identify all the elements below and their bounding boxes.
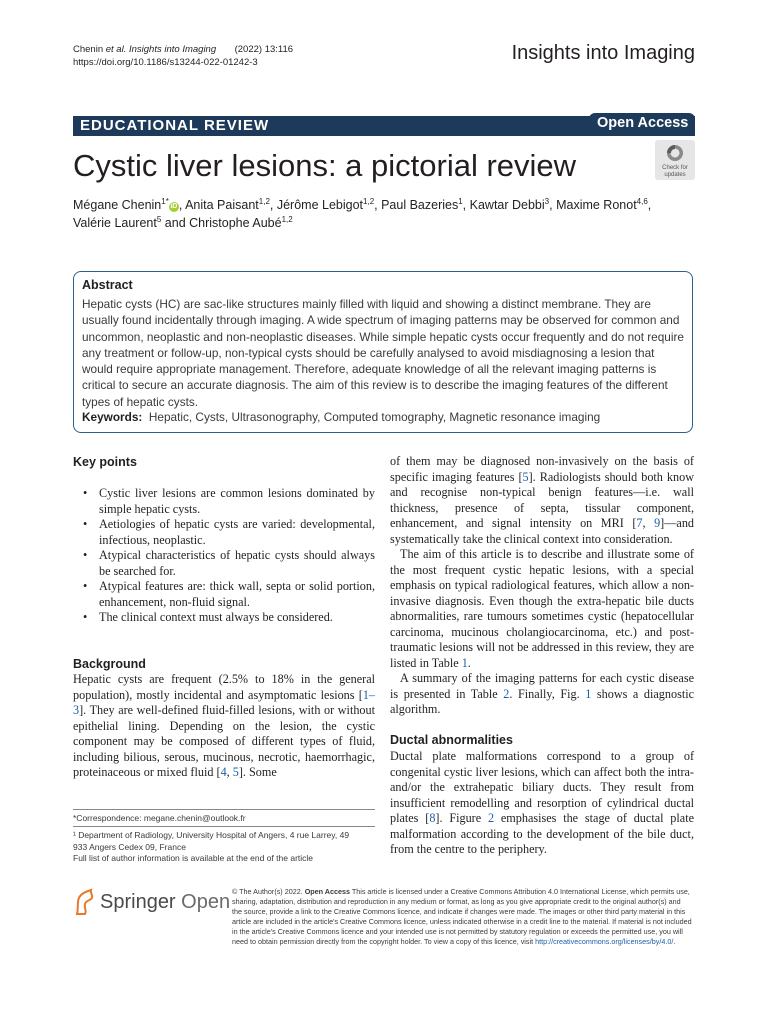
background-paragraph: Hepatic cysts are frequent (2.5% to 18% in the general population), mostly incidental and asymptomatic lesions [1–3]. They are well-defined fluid-filled lesions, with or without epithelial lining. Depending on the lesion, the cystic component may be composed of different types of fluid, including bilious, serous, mucinous, necrotic, haemorrhagic, proteinaceous or mixed fluid [4, 5]. Some: [73, 672, 375, 779]
citation-header: Chenin et al. Insights into Imaging (2022) 13:116 https://doi.org/10.1186/s13244-022-01242-3: [73, 44, 294, 68]
key-points-list: [83, 486, 375, 626]
figure-link[interactable]: 1: [585, 686, 592, 701]
reference-link[interactable]: 9: [654, 516, 661, 530]
footnote-divider: [73, 809, 375, 810]
reference-link[interactable]: 1–3: [73, 687, 375, 717]
doi-link[interactable]: https://doi.org/10.1186/s13244-022-01242-3: [73, 57, 258, 68]
keywords: Keywords: Hepatic, Cysts, Ultrasonography, Computed tomography, Magnetic resonance imaging: [82, 410, 601, 424]
correspondence-note: *Correspondence: megane.chenin@outlook.fr: [73, 813, 246, 823]
reference-link[interactable]: 8: [429, 811, 436, 825]
list-item: • Atypical features are: thick wall, septa or solid portion, enhancement, non-fluid signal.: [83, 579, 375, 610]
orcid-icon[interactable]: iD: [170, 203, 178, 210]
affiliation-note: ¹ Department of Radiology, University Hospital of Angers, 4 rue Larrey, 49 933 Angers Cedex 09, France Full list of author information is available at the end of the article: [73, 830, 350, 863]
key-points-heading: Key points: [73, 455, 137, 469]
figure-link[interactable]: 2: [487, 811, 495, 825]
journal-name: Insights into Imaging: [511, 42, 695, 64]
reference-link[interactable]: 5: [522, 469, 529, 484]
reference-link[interactable]: 5: [232, 765, 239, 779]
check-for-updates-icon[interactable]: [655, 140, 695, 180]
list-item: • Cystic liver lesions are common lesions dominated by simple hepatic cysts.: [83, 486, 375, 517]
table-link[interactable]: 1: [461, 655, 468, 670]
check-updates-line1: Check for: [662, 165, 688, 171]
footnote-divider: [73, 826, 375, 827]
check-updates-line2: updates: [664, 172, 686, 178]
open-access-label: Open Access: [597, 115, 689, 131]
ductal-paragraph: Ductal plate malformations correspond to a group of congenital cystic liver lesions, which can affect both the intra- and/or the extrahepatic biliary ducts. They result from insufficient remodelling and resorption of cylindrical ductal plates [8]. Figure 2 emphasises the stage of ductal plate malformation according to the development of the bile duct, from the centre to the periphery.: [390, 749, 694, 856]
springer-open-logo: Springer Open: [100, 891, 231, 913]
springer-horse-icon: [73, 888, 97, 916]
reference-link[interactable]: 4: [220, 765, 227, 779]
background-heading: Background: [73, 657, 146, 671]
reference-link[interactable]: 7: [636, 516, 643, 530]
list-item: • The clinical context must always be considered.: [83, 610, 375, 626]
list-item: • Atypical characteristics of hepatic cysts should always be searched for.: [83, 548, 375, 579]
license-link[interactable]: http://creativecommons.org/licenses/by/4.0/: [535, 937, 674, 946]
author-list: Mégane Chenin$^{1*}$iD , Anita Paisant$^{1,2}$, Jérôme Lebigot$^{1,2}$, Paul Bazeries$^1$, Kawtar Debbi$^3$, Maxime Ronot$^{4,6}$, Valérie Laurent$^5$ and Christophe Aubé$^{1,2}$: [73, 196, 652, 230]
list-item: • Aetiologies of hepatic cysts are varied: developmental, infectious, neoplastic.: [83, 517, 375, 548]
article-title: Cystic liver lesions: a pictorial review: [73, 148, 577, 183]
abstract-text: Hepatic cysts (HC) are sac-like structures mainly filled with liquid and showing a distinct membrane. They are usually found incidentally through imaging. A wide spectrum of imaging patterns may be observed for common and uncommon, neoplastic and non-neoplastic diseases. While simple hepatic cysts occur frequently and do not require any treatment or follow-up, non-typical cysts should be carefully analysed to avoid misdiagnosing a lesion that would require appropriate management. Therefore, adequate knowledge of all the relevant imaging patterns is critical to secure an accurate diagnosis. The aim of this review is to describe the imaging features of the different types of hepatic cysts.: [82, 297, 684, 409]
license-text: © The Author(s) 2022. Open Access This article is licensed under a Creative Commons Attribution 4.0 International License, which permits use, sharing, adaptation, distribution and reproduction in any medium or format, as long as you give appropriate credit to the original author(s) and the source, provide a link to the Creative Commons licence, and indicate if changes were made. The images or other third party material in this article are included in the article's Creative Commons licence, unless indicated otherwise in a credit line to the material. If material is not included in the article's Creative Commons licence and your intended use is not permitted by statutory regulation or exceeds the permitted use, you will need to obtain permission directly from the copyright holder. To view a copy of this licence, visit http://creativecommons.org/licenses/by/4.0/.: [232, 887, 692, 946]
ductal-heading: Ductal abnormalities: [390, 733, 513, 747]
table-link[interactable]: 2: [503, 686, 510, 701]
right-column-text: of them may be diagnosed non-invasively on the basis of specific imaging features [5]. Radiologists should both know and recognise non-typical benign features—i.e. wall thickness, presence of septa, tissular component, enhancement, and signal intensity on MRI [7, 9]—and systematically take the clinical context into consideration. The aim of this article is to describe and illustrate some of the most frequent cystic hepatic lesions, with a special emphasis on typical radiological features, which allow a non-invasive diagnosis. Even though the extra-hepatic bile ducts abnormalities, rare tumours sometimes cystic (hepatocellular carcinoma, mucinous cholangiocarcinoma, etc.) and post-traumatic lesions will not be addressed in this review, they are listed in Table 1. A summary of the imaging patterns for each cystic disease is presented in Table 2. Finally, Fig. 1 shows a diagnostic algorithm.: [390, 454, 695, 716]
section-label: EDUCATIONAL REVIEW: [80, 117, 270, 134]
abstract-heading: Abstract: [82, 278, 133, 292]
